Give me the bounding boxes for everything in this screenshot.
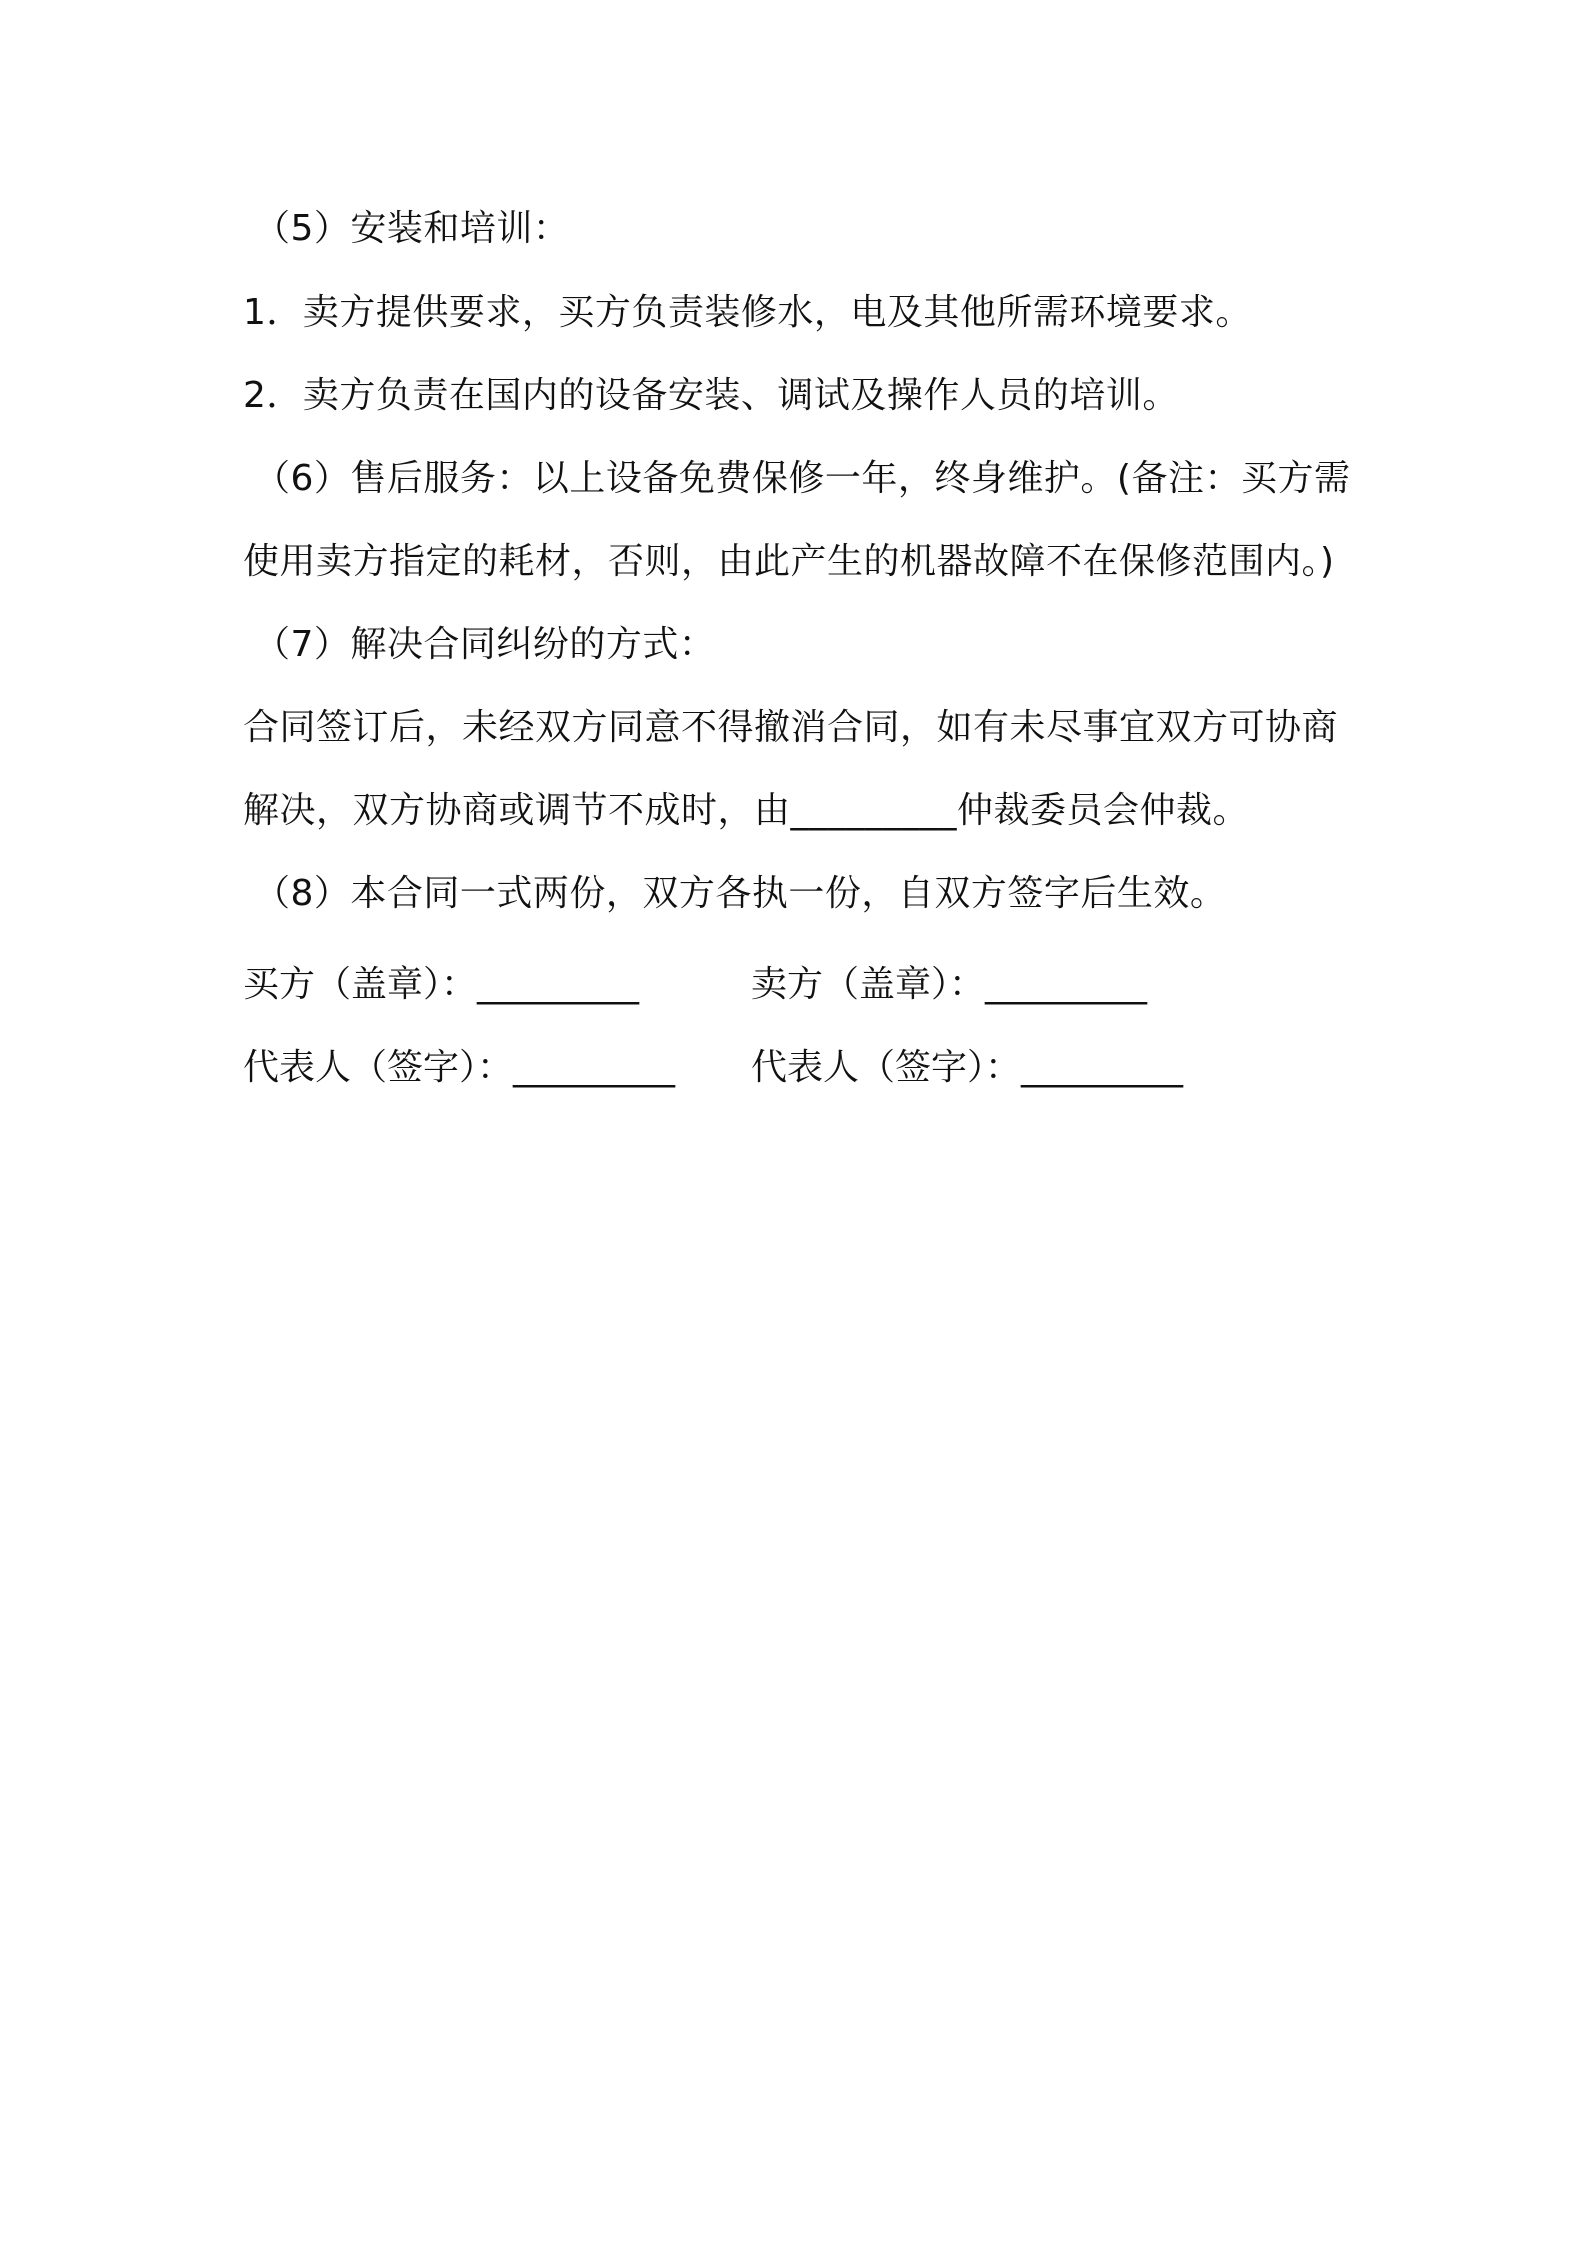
section-7-text-continued: 解决，双方协商或调节不成时，由_________仲裁委员会仲裁。 bbox=[243, 790, 1250, 831]
seller-seal-field: 卖方（盖章）：_________ bbox=[751, 964, 1148, 1005]
buyer-seal-field: 买方（盖章）：_________ bbox=[243, 964, 640, 1005]
section-6-text: （6）售后服务：以上设备免费保修一年，终身维护。(备注：买方需 bbox=[254, 458, 1351, 499]
section-5-item-2: 2．卖方负责在国内的设备安装、调试及操作人员的培训。 bbox=[243, 375, 1179, 416]
section-5-item-1: 1．卖方提供要求，买方负责装修水，电及其他所需环境要求。 bbox=[243, 292, 1252, 333]
section-7-text: 合同签订后，未经双方同意不得撤消合同，如有未尽事宜双方可协商 bbox=[243, 707, 1339, 748]
buyer-representative-field: 代表人（签字）：_________ bbox=[243, 1047, 676, 1088]
section-5-heading: （5）安装和培训： bbox=[254, 208, 570, 249]
section-7-heading: （7）解决合同纠纷的方式： bbox=[254, 624, 716, 665]
section-6-text-continued: 使用卖方指定的耗材，否则，由此产生的机器故障不在保修范围内。) bbox=[243, 541, 1335, 582]
seller-representative-field: 代表人（签字）：_________ bbox=[751, 1047, 1184, 1088]
section-8-text: （8）本合同一式两份，双方各执一份，自双方签字后生效。 bbox=[254, 873, 1227, 914]
